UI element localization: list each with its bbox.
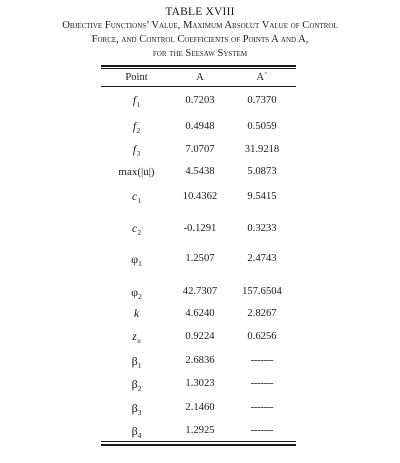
row-symbol-text: k xyxy=(133,308,140,320)
table-title-line-2: Force, and Control Coefficients of Points A and A, xyxy=(91,34,309,45)
row-symbol-text: β xyxy=(131,377,138,391)
row-symbol xyxy=(132,377,142,391)
value-cell-a: 7.0707 xyxy=(185,144,215,155)
row-symbol-subscript: 1 xyxy=(137,197,142,205)
value-cell-a-prime: 2.4743 xyxy=(247,253,277,264)
value-cell-a-prime: 0.7370 xyxy=(247,95,277,106)
row-symbol-subscript: 1 xyxy=(137,361,142,370)
row-symbol-text: c xyxy=(131,223,138,235)
row-label-cell xyxy=(101,120,172,138)
header-rule xyxy=(101,86,296,87)
row-symbol-text: max(|u|) xyxy=(118,166,155,178)
value-cell-a-prime: ------- xyxy=(250,355,274,366)
value-cell-a: 1.2507 xyxy=(185,253,215,264)
row-label-cell xyxy=(101,165,172,180)
row-symbol xyxy=(132,424,142,438)
value-cell-a-prime: 0.6256 xyxy=(247,331,277,342)
row-symbol-text: β xyxy=(131,354,138,368)
row-symbol xyxy=(118,166,154,178)
value-cell-a-prime: 157.6504 xyxy=(242,286,282,297)
row-symbol-text: f xyxy=(132,144,137,156)
value-cell-a: 2.6836 xyxy=(185,355,215,366)
row-symbol xyxy=(132,401,142,415)
value-cell-a-prime: ------- xyxy=(250,402,274,413)
value-cell-a: 0.4948 xyxy=(185,121,215,132)
table-title-line-1: Objective Functions’ Value, Maximum Absolut Value of Control xyxy=(62,20,338,31)
value-cell-a-prime: ------- xyxy=(250,378,274,389)
row-label-cell xyxy=(101,190,172,208)
value-cell-a: -0.1291 xyxy=(183,223,217,234)
row-symbol xyxy=(133,95,140,107)
value-cell-a-prime: 2.8267 xyxy=(247,308,277,319)
value-cell-a-prime: ------- xyxy=(250,425,274,436)
row-symbol-subscript: 2 xyxy=(136,127,141,135)
row-symbol-text: β xyxy=(131,401,138,415)
row-symbol xyxy=(131,285,142,299)
value-cell-a: 10.4362 xyxy=(182,191,218,202)
value-cell-a-prime: 31.9218 xyxy=(244,144,280,155)
value-cell-a: 42.7307 xyxy=(182,286,218,297)
row-symbol-text: c xyxy=(131,191,138,203)
column-header-a: A xyxy=(196,72,204,83)
column-header-point: Point xyxy=(125,72,148,83)
value-cell-a: 1.3023 xyxy=(185,378,215,389)
table-title-line-3: for the Seesaw System xyxy=(152,48,248,59)
top-rule-thin xyxy=(101,68,296,69)
value-cell-a-prime: 9.5415 xyxy=(247,191,277,202)
row-symbol-subscript: 3 xyxy=(137,408,142,417)
row-symbol-subscript: 1 xyxy=(138,259,142,268)
row-label-cell xyxy=(101,401,172,420)
row-label-cell xyxy=(101,330,172,348)
row-symbol-text: z xyxy=(132,331,137,343)
value-cell-a: 1.2925 xyxy=(185,425,215,436)
row-symbol-text: f xyxy=(132,121,137,133)
row-label-cell xyxy=(101,285,172,304)
bottom-rule-thin xyxy=(101,441,296,442)
row-symbol xyxy=(132,354,142,368)
row-label-cell xyxy=(101,307,172,322)
value-cell-a: 4.5438 xyxy=(185,166,215,177)
value-cell-a-prime: 0.3233 xyxy=(247,223,277,234)
row-symbol xyxy=(134,308,139,320)
row-symbol-text: φ xyxy=(131,252,139,266)
row-symbol-subscript: u xyxy=(137,337,141,345)
row-label-cell xyxy=(101,94,172,112)
row-symbol xyxy=(133,121,140,133)
value-cell-a: 2.1460 xyxy=(185,402,215,413)
value-cell-a: 4.6240 xyxy=(185,308,215,319)
row-symbol xyxy=(132,331,140,343)
value-cell-a-prime: 5.0873 xyxy=(247,166,277,177)
top-rule-thick xyxy=(101,65,296,67)
table-number: TABLE XVIII xyxy=(165,6,235,18)
row-symbol xyxy=(132,223,141,235)
row-symbol-subscript: 1 xyxy=(136,101,141,109)
row-symbol-subscript: 2 xyxy=(137,229,142,237)
value-cell-a-prime: 0.5059 xyxy=(247,121,277,132)
row-symbol-subscript: 4 xyxy=(137,431,142,440)
row-label-cell xyxy=(101,143,172,161)
value-cell-a: 0.9224 xyxy=(185,331,215,342)
row-symbol xyxy=(132,191,141,203)
row-symbol-text: β xyxy=(131,424,138,438)
row-label-cell xyxy=(101,377,172,396)
bottom-rule-thick xyxy=(101,444,296,446)
row-symbol-subscript: 2 xyxy=(138,292,142,301)
row-label-cell xyxy=(101,354,172,373)
row-symbol-subscript: 3 xyxy=(136,150,141,158)
row-label-cell xyxy=(101,252,172,271)
row-symbol xyxy=(133,144,140,156)
row-symbol-text: φ xyxy=(131,285,139,299)
row-symbol-subscript: 2 xyxy=(137,384,142,393)
row-symbol-text: f xyxy=(132,95,137,107)
row-label-cell xyxy=(101,222,172,240)
row-symbol xyxy=(131,252,142,266)
value-cell-a: 0.7203 xyxy=(185,95,215,106)
column-header-a-prime: A´ xyxy=(256,72,268,83)
